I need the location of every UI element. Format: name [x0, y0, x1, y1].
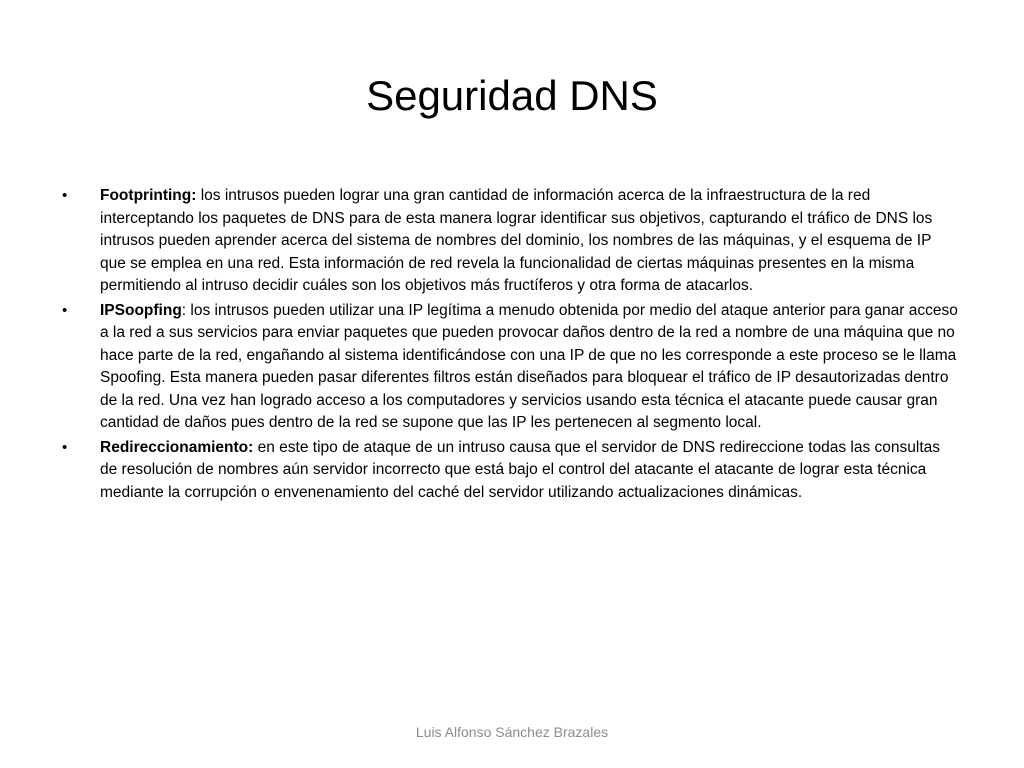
bullet-ipsoopfing — [60, 300, 960, 435]
slide-title: Seguridad DNS — [366, 72, 658, 119]
slide-footer: Luis Alfonso Sánchez Brazales — [415, 724, 609, 740]
bullet-text: : los intrusos pueden utilizar una IP legítima a menudo obtenida por medio del ataque anterior para ganar acceso a la red a sus servicios para enviar paquetes que pueden provocar daños dentro de la red a nombre de una máquina que no hace parte de la red, engañando al sistema identificándose con una IP de que no les corresponde a este proceso se le llama Spoofing. Esta manera pueden pasar diferentes filtros están diseñados para bloquear el tráfico de IP desautorizadas dentro de la red. Una vez han logrado acceso a los computadores y servicios usando esta técnica el atacante puede causar gran cantidad de daños pues dentro de la red se supone que las IP les pertenecen al segmento local. — [100, 301, 958, 431]
bullet-redireccionamiento — [60, 437, 960, 505]
bullet-text: en este tipo de ataque de un intruso causa que el servidor de DNS redireccione todas las consultas de resolución de nombres aún servidor incorrecto que está bajo el control del atacante el atacante de lograr esta técnica mediante la corrupción o envenenamiento del caché del servidor utilizando actualizaciones dinámicas. — [100, 438, 941, 501]
bullet-icon: • — [62, 301, 68, 319]
bullet-icon: • — [62, 187, 68, 204]
bullet-footprinting — [60, 185, 960, 298]
bullet-icon: • — [62, 438, 68, 456]
bullet-term: Footprinting: — [100, 187, 197, 204]
bullet-text: los intrusos pueden lograr una gran cantidad de información acerca de la infraestructura de la red interceptando los paquetes de DNS para de esta manera lograr identificar sus objetivos, capturando el tráfico de DNS los intrusos pueden aprender acerca del sistema de nombres del dominio, los nombres de las máquinas, y el esquema de IP que se emplea en una red. Esta información de red revela la funcionalidad de ciertas máquinas presentes en la misma permitiendo al intruso decidir cuáles son los objetivos más fructíferos y otra forma de atacarlos. — [100, 187, 933, 294]
bullet-list — [60, 185, 960, 506]
bullet-term: IPSoopfing — [100, 301, 182, 319]
bullet-term: Redireccionamiento: — [100, 438, 254, 456]
